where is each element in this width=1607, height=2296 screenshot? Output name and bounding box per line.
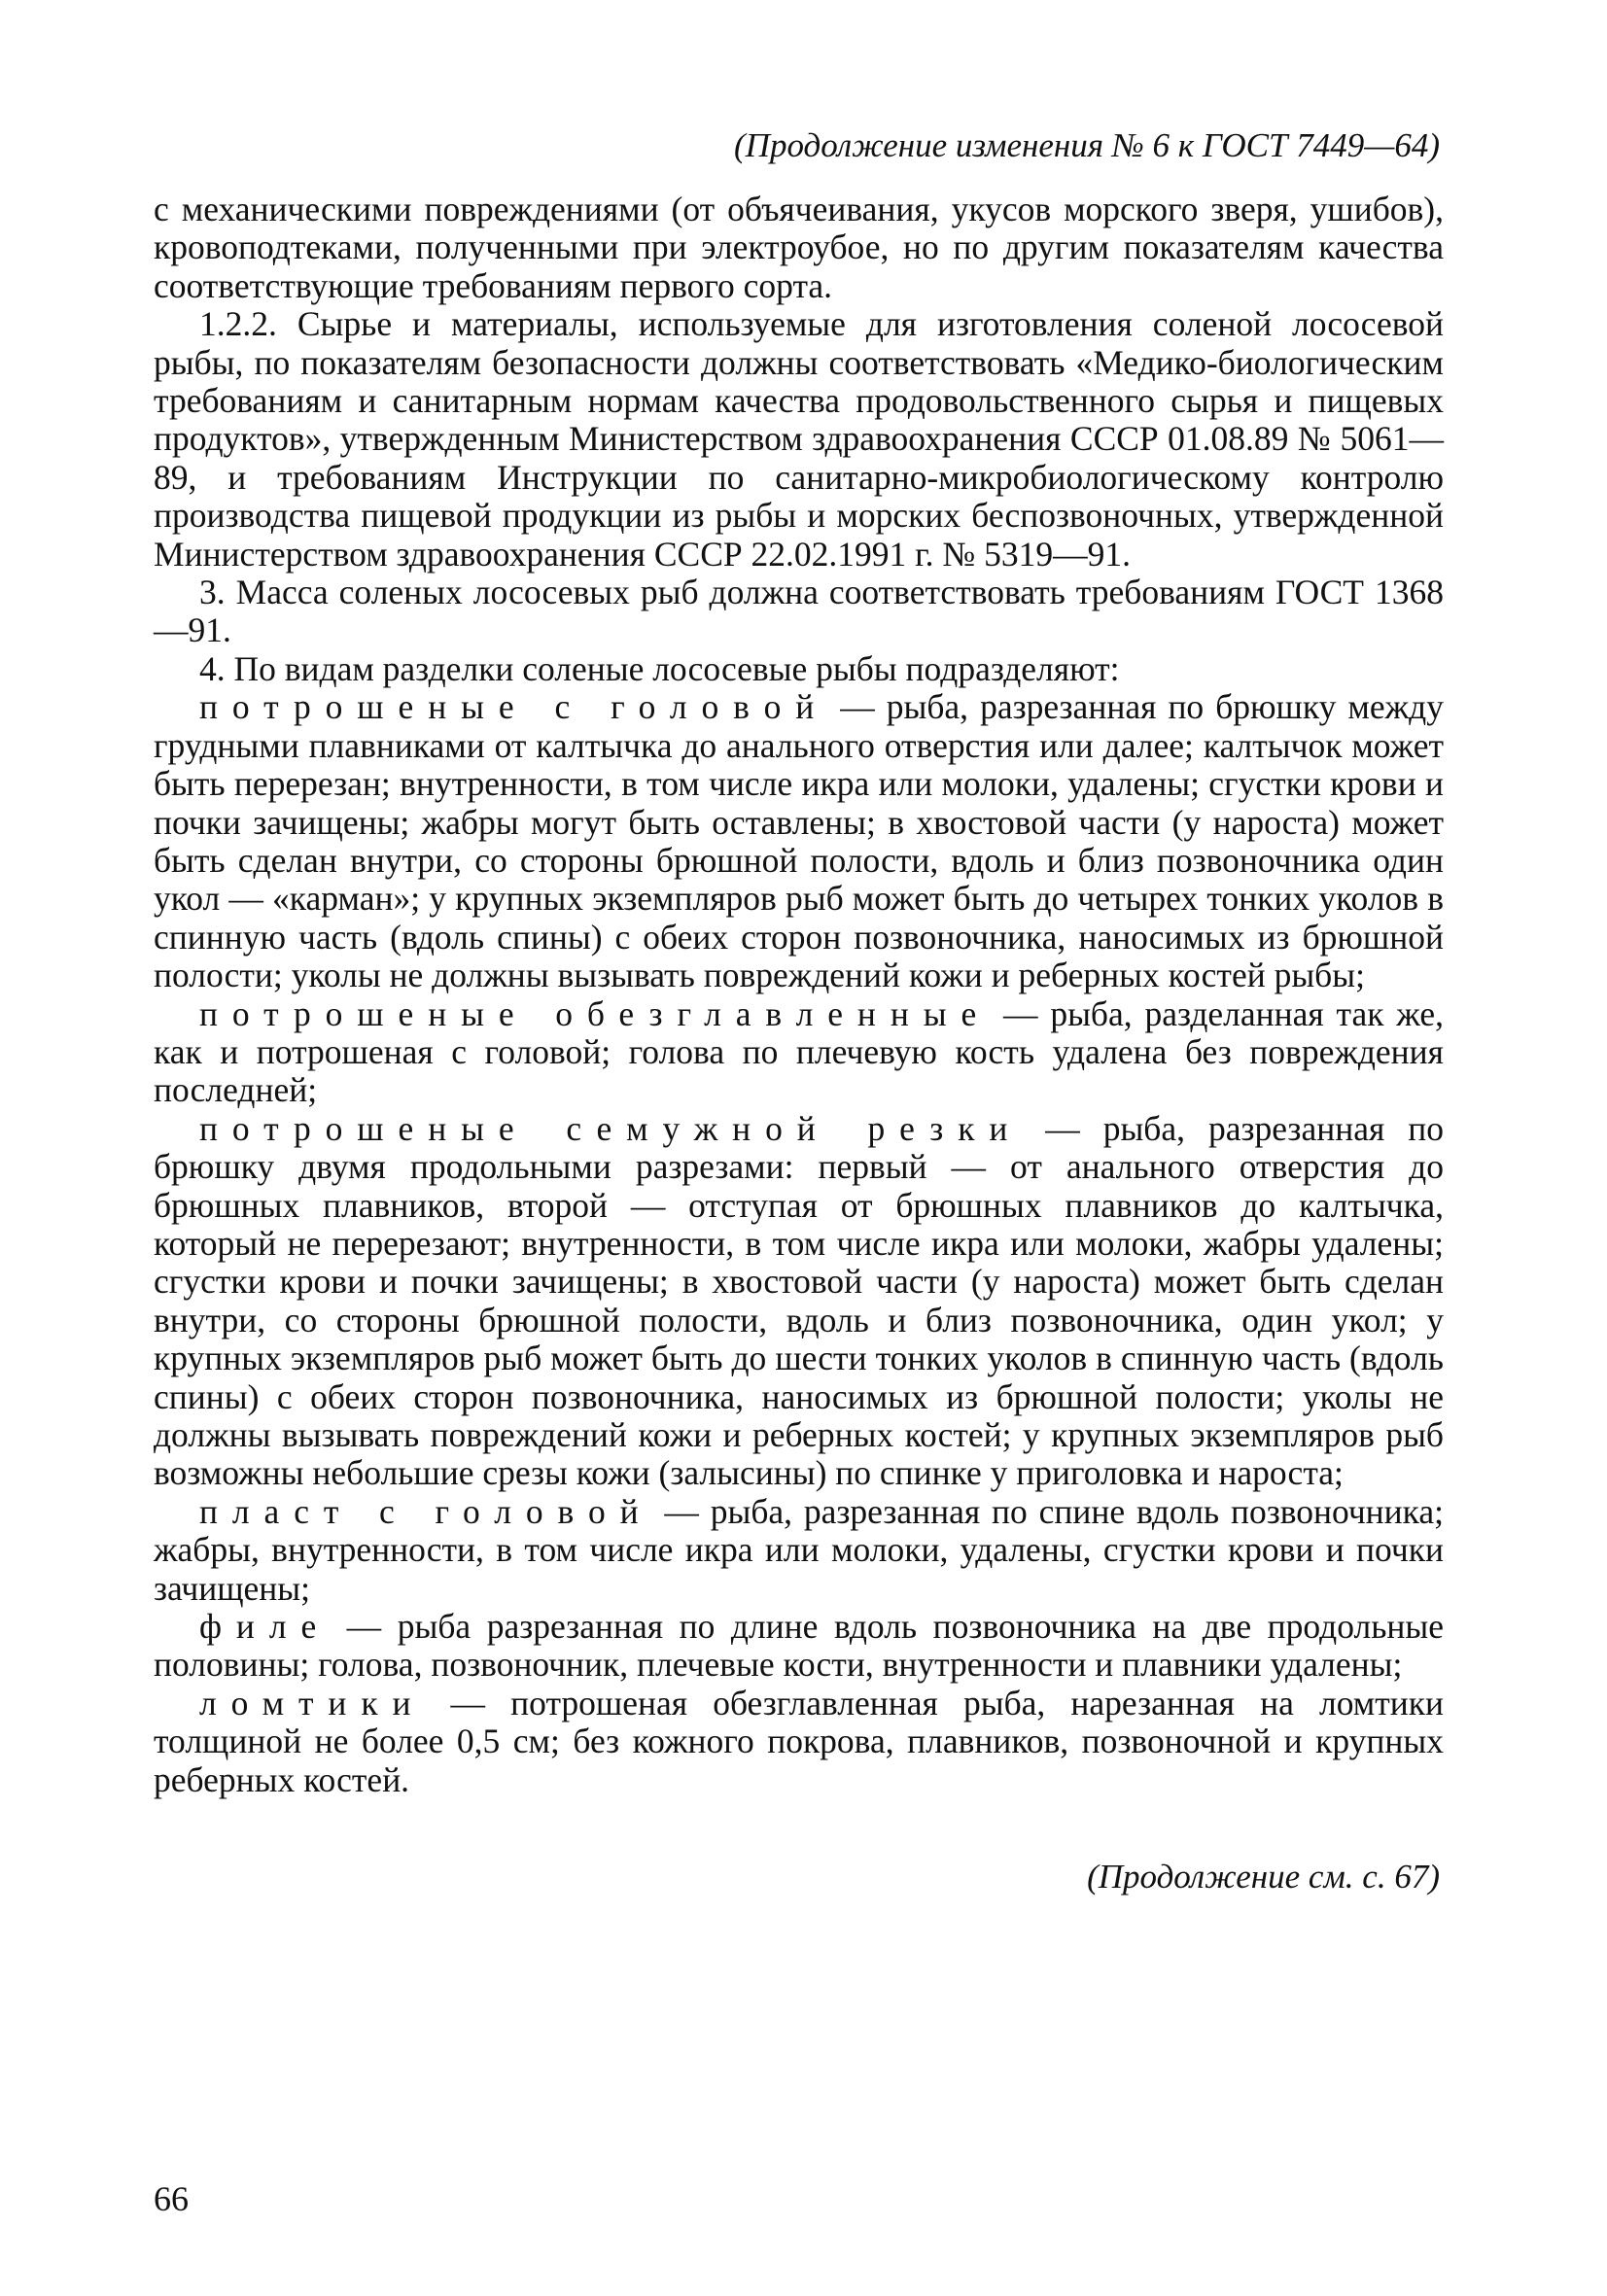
paragraph-continuation: с механическими повреждениями (от объячеивания, укусов морского зверя, ушибов), кровоподтеками, полученными при электроубое, но по другим показателям качества соответствующие требованиям первого сорта. [154, 190, 1444, 305]
term-fillet: филе [199, 1607, 332, 1647]
definition-gutted-headless [154, 995, 1444, 1110]
definition-text: — потрошеная обезглавленная рыба, нарезанная на ломтики толщиной не более 0,5 см; без кожного покрова, плавников, позвоночной и крупных реберных костей. [154, 1683, 1444, 1799]
definition-slices [154, 1685, 1444, 1799]
definition-gutted-with-head [154, 688, 1444, 994]
definition-text: — рыба, разрезанная по спине вдоль позвоночника; жабры, внутренности, в том числе икра или молоки, удалены, сгустки крови и почки зачищены; [154, 1491, 1444, 1608]
definition-salmon-cut [154, 1110, 1444, 1493]
definition-text: — рыба, разделанная так же, как и потрошеная с головой; голова по плечевую кость удалена без повреждения последней; [154, 993, 1444, 1110]
document-body [154, 191, 1444, 1799]
term-salmon-cut: потрошеные семужной резки [199, 1108, 1023, 1148]
paragraph-4: 4. По видам разделки соленые лососевые рыбы подразделяют: [199, 648, 1120, 688]
definition-text: — рыба разрезанная по длине вдоль позвоночника на две продольные половины; голова, позвоночник, плечевые кости, внутренности и плавники удалены; [154, 1607, 1444, 1685]
term-split-with-head: пласт с головой [199, 1491, 653, 1531]
paragraph-3: 3. Масса соленых лососевых рыб должна соответствовать требованиям ГОСТ 1368—91. [154, 573, 1444, 650]
page-number: 66 [154, 2179, 189, 2218]
definition-fillet [154, 1608, 1444, 1685]
paragraph-1-2-2: 1.2.2. Сырье и материалы, используемые для изготовления соленой лососевой рыбы, по показателям безопасности должны соответствовать «Медико-биологическим требованиям и санитарным нормам качества продовольственного сырья и пищевых продуктов», утвержденным Министерством здравоохранения СССР 01.08.89 № 5061—89, и требованиям Инструкции по санитарно-микробиологическому контролю производства пищевой продукции из рыбы и морских беспозвоночных, утвержденной Министерством здравоохранения СССР 22.02.1991 г. № 5319—91. [154, 304, 1444, 574]
term-gutted-with-head: потрошеные с головой [199, 687, 829, 727]
page-header: (Продолжение изменения № 6 к ГОСТ 7449—64) [734, 126, 1440, 164]
term-gutted-headless: потрошеные обезглавленные [199, 993, 992, 1033]
continuation-note: (Продолжение см. с. 67) [1087, 1858, 1440, 1896]
definition-split-with-head [154, 1493, 1444, 1608]
term-slices: ломтики [199, 1683, 426, 1722]
definition-text: — рыба, разрезанная по брюшку между грудными плавниками от калтычка до анального отверстия или далее; калтычок может быть перерезан; внутренности, в том числе икра или молоки, удалены; сгустки крови и почки зачищены; жабры могут быть оставлены; в хвостовой части (у нароста) может быть сделан внутри, со стороны брюшной полости, вдоль и близ позвоночника один укол — «карман»; у крупных экземпляров рыб может быть до четырех тонких уколов в спинную часть (вдоль спины) с обеих сторон позвоночника, наносимых из брюшной полости; уколы не должны вызывать повреждений кожи и реберных костей рыбы; [154, 687, 1444, 995]
definition-text: — рыба, разрезанная по брюшку двумя продольными разрезами: первый — от анального отверстия до брюшных плавников, второй — отступая от брюшных плавников до калтычка, который не перерезают; внутренности, в том числе икра или молоки, жабры удалены; сгустки крови и почки зачищены; в хвостовой части (у нароста) может быть сделан внутри, со стороны брюшной полости, вдоль и близ позвоночника, один укол; у крупных экземпляров рыб может быть до шести тонких уколов в спинную часть (вдоль спины) с обеих сторон позвоночника, наносимых из брюшной полости; уколы не должны вызывать повреждений кожи и реберных костей; у крупных экземпляров рыб возможны небольшие срезы кожи (залысины) по спинке у приголовка и нароста; [154, 1108, 1444, 1493]
